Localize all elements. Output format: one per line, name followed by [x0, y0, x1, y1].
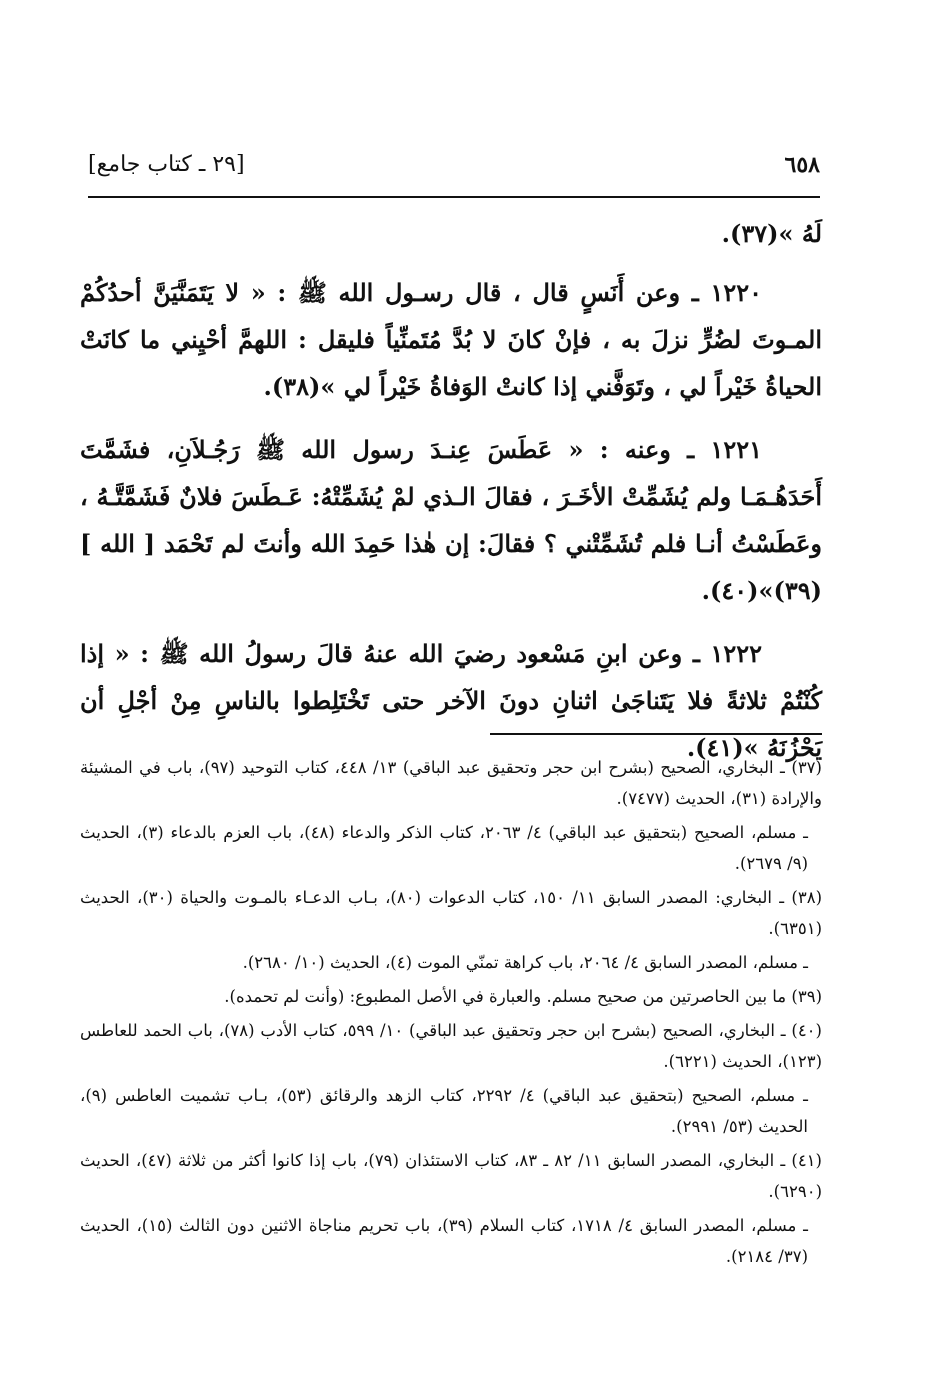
footnote-37-muslim: ـ مسلم، الصحيح (بتحقيق عبد الباقي) ٤/ ٢٠٦٣، كتاب الذكر والدعاء (٤٨)، باب العزم بالدعاء (٣)، الحديث (٩/ ٢٦٧٩). — [80, 823, 808, 873]
continuation-line: لَهُ »(٣٧). — [721, 219, 822, 248]
footnote-38-muslim: ـ مسلم، المصدر السابق ٤/ ٢٠٦٤، باب كراهة تمنّي الموت (٤)، الحديث (١٠/ ٢٦٨٠). — [242, 953, 808, 972]
header-rule — [88, 196, 820, 198]
footnote-37: (٣٧) ـ البخاري، الصحيح (بشرح ابن حجر وتحقيق عبد الباقي) ١٣/ ٤٤٨، كتاب التوحيد (٩٧)، باب في المشيئة والإرادة (٣١)، الحديث (٧٤٧٧). — [80, 758, 822, 808]
page-header — [88, 148, 820, 188]
page-number: ٦٥٨ — [784, 152, 820, 178]
hadith-1220: ١٢٢٠ ـ وعن أَنَسٍ قال ، قال رسـول الله ﷺ : « لا يَتَمَنَّيَنَّ أحدُكُمْ المـوتَ لضُرٍّ نزلَ به ، فإنْ كانَ لا بُدَّ مُتَمنِّياً فليقل : اللهمَّ أحْيِني ما كانَتْ الحياةُ خَيْراً لي ، وتَوَفَّني إذا كانتْ الوَفاةُ خَيْراً لي »(٣٨). — [80, 278, 822, 401]
chapter-title: [٢٩ ـ كتاب جامع] — [88, 152, 245, 177]
footnote-40-muslim: ـ مسلم، الصحيح (بتحقيق عبد الباقي) ٤/ ٢٢٩٢، كتاب الزهد والرقائق (٥٣)، بـاب تشميت العاطس (٩)، الحديث (٥٣/ ٢٩٩١). — [80, 1086, 808, 1136]
footnote-rule — [490, 733, 822, 735]
main-text — [80, 210, 822, 787]
footnote-41: (٤١) ـ البخاري، المصدر السابق ١١/ ٨٢ ـ ٨٣، كتاب الاستئذان (٧٩)، باب إذا كانوا أكثر من ثلاثة (٤٧)، الحديث (٦٢٩٠). — [80, 1151, 822, 1201]
hadith-1221: ١٢٢١ ـ وعنه : « عَطَسَ عِنـدَ رسول الله ﷺ رَجُـلاَنِ، فشَمَّتَ أَحَدَهُـمَـا ولم يُشَمِّتْ الأخَـرَ ، فقالَ الـذي لمْ يُشَمِّتْهُ: عَـطَسَ فلانٌ فَشَمَّتَّـهُ ، وعَطَسْتُ أنـا فلم تُشَمِّتْني ؟ فقالَ: إن هٰذا حَمِدَ الله وأنتَ لم تَحْمَد [ الله ](٣٩)»(٤٠). — [80, 435, 822, 605]
footnote-38: (٣٨) ـ البخاري: المصدر السابق ١١/ ١٥٠، كتاب الدعوات (٨٠)، بـاب الدعـاء بالمـوت والحياة (٣٠)، الحديث (٦٣٥١). — [80, 888, 822, 938]
footnote-40: (٤٠) ـ البخاري، الصحيح (بشرح ابن حجر وتحقيق عبد الباقي) ١٠/ ٥٩٩، كتاب الأدب (٧٨)، باب الحمد للعاطس (١٢٣)، الحديث (٦٢٢١). — [80, 1021, 822, 1071]
footnote-41-muslim: ـ مسلم، المصدر السابق ٤/ ١٧١٨، كتاب السلام (٣٩)، باب تحريم مناجاة الاثنين دون الثالث (١٥)، الحديث (٣٧/ ٢١٨٤). — [80, 1216, 808, 1266]
footnotes — [80, 752, 822, 1275]
footnote-39: (٣٩) ما بين الحاصرتين من صحيح مسلم. والعبارة في الأصل المطبوع: (وأنت لم تحمده). — [224, 987, 822, 1006]
hadith-1222: ١٢٢٢ ـ وعن ابنِ مَسْعود رضيَ الله عنهُ قالَ رسولُ الله ﷺ : « إذا كُنْتُمْ ثلاثةً فلا يَتَناجَىٰ اثنانِ دونَ الآخر حتى تَخْتَلِطوا بالناسِ مِنْ أجْلِ أن يَحْزُنَهُ »(٤١). — [80, 639, 822, 762]
